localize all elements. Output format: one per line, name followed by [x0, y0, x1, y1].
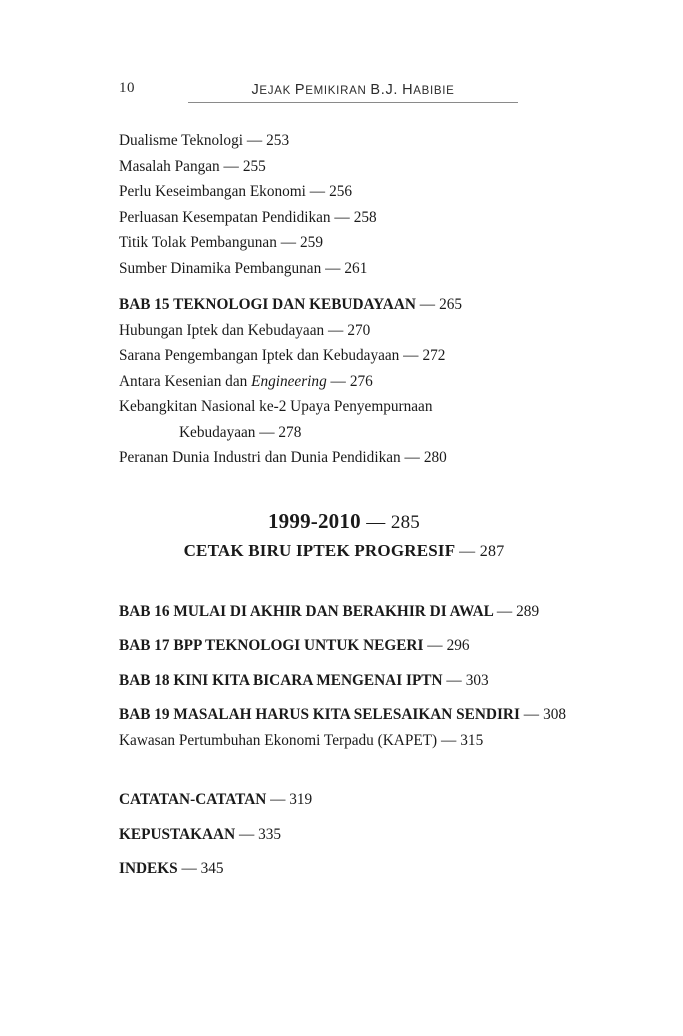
- chapter-dash: —: [523, 706, 540, 723]
- list-item[interactable]: [119, 230, 569, 256]
- entry-dash: —: [309, 183, 326, 200]
- chapter-title: BAB 15 TEKNOLOGI DAN KEBUDAYAAN: [119, 296, 416, 313]
- chapter-heading-bab-18[interactable]: [119, 668, 569, 694]
- entry-dash: —: [334, 208, 350, 226]
- header-divider-rule: [188, 102, 518, 103]
- list-item[interactable]: [119, 205, 569, 231]
- entry-dash: —: [403, 347, 419, 364]
- toc-group-leading: [119, 128, 569, 281]
- page-number: 10: [119, 80, 135, 96]
- entry-dash: —: [238, 825, 255, 843]
- section-divider: [119, 509, 569, 561]
- era-label: 1999-2010: [267, 508, 361, 533]
- entry-page: 270: [347, 321, 371, 339]
- chapter-title: BAB 16 MULAI DI AKHIR DAN BERAKHIR DI AWAL: [119, 602, 493, 620]
- entry-dash: —: [325, 259, 341, 277]
- spacer: [119, 471, 569, 509]
- entry-title: Masalah Pangan: [119, 157, 220, 175]
- toc-content: [119, 128, 569, 882]
- list-item[interactable]: [119, 445, 569, 471]
- toc-group-chapter-15: [119, 292, 569, 471]
- subtitle-label: CETAK BIRU IPTEK PROGRESIF: [183, 540, 455, 560]
- entry-page: 335: [258, 825, 282, 843]
- spacer: [119, 753, 569, 787]
- entry-page: 278: [278, 423, 302, 441]
- spacer: [119, 561, 569, 599]
- chapter-page: 265: [439, 296, 463, 313]
- era-page: 285: [390, 511, 420, 533]
- entry-page: 261: [344, 259, 368, 277]
- entry-title: Kawasan Pertumbuhan Ekonomi Terpadu (KAPET): [119, 731, 438, 749]
- back-matter-kepustakaan[interactable]: [119, 822, 569, 848]
- list-item-engineering[interactable]: [119, 369, 569, 395]
- subtitle-page: 287: [479, 542, 505, 560]
- section-subtitle-heading[interactable]: [119, 541, 569, 561]
- section-era-heading[interactable]: [119, 509, 569, 534]
- running-header: [0, 80, 683, 110]
- entry-page: 319: [289, 791, 313, 808]
- chapter-heading-bab-16[interactable]: [119, 599, 569, 625]
- chapter-page: 308: [543, 706, 567, 723]
- entry-page: 255: [242, 157, 266, 175]
- spacer: [119, 281, 569, 292]
- back-matter-indeks[interactable]: [119, 856, 569, 882]
- chapter-dash: —: [446, 671, 462, 689]
- chapter-page: 296: [446, 637, 470, 654]
- entry-title: Perlu Keseimbangan Ekonomi: [119, 183, 306, 200]
- entry-title: Hubungan Iptek dan Kebudayaan: [119, 321, 325, 339]
- entry-title: CATATAN-CATATAN: [119, 791, 267, 808]
- subtitle-dash: —: [459, 542, 476, 560]
- entry-title: Perluasan Kesempatan Pendidikan: [119, 208, 331, 226]
- entry-page: 345: [200, 860, 224, 877]
- era-dash: —: [366, 511, 386, 533]
- entry-page: 272: [422, 347, 446, 364]
- entry-title: Sumber Dinamika Pembangunan: [119, 259, 322, 277]
- list-item[interactable]: [119, 256, 569, 282]
- entry-title: Dualisme Teknologi: [119, 132, 243, 149]
- list-item[interactable]: [119, 318, 569, 344]
- entry-dash: —: [259, 423, 275, 441]
- entry-title: Peranan Dunia Industri dan Dunia Pendidikan: [119, 449, 401, 466]
- list-item[interactable]: [119, 343, 569, 369]
- entry-dash: —: [270, 791, 286, 808]
- book-title-header: JEJAK PEMIKIRAN B.J. HABIBIE: [251, 82, 455, 98]
- entry-title-italic: Engineering: [251, 372, 327, 390]
- chapter-title: BAB 19 MASALAH HARUS KITA SELESAIKAN SENDIRI: [119, 706, 520, 723]
- entry-dash: —: [440, 731, 457, 749]
- entry-page: 315: [460, 731, 484, 749]
- entry-page: 256: [329, 183, 353, 200]
- back-matter-catatan[interactable]: [119, 787, 569, 813]
- chapter-page: 303: [465, 671, 489, 689]
- entry-title-line1: Kebangkitan Nasional ke-2 Upaya Penyempurnaan: [119, 398, 433, 415]
- chapter-page: 289: [516, 602, 540, 620]
- chapter-heading-bab-15[interactable]: [119, 292, 569, 318]
- chapter-heading-bab-17[interactable]: [119, 633, 569, 659]
- list-item[interactable]: [119, 179, 569, 205]
- list-item-wrapped-continuation[interactable]: [119, 420, 569, 446]
- list-item[interactable]: [119, 154, 569, 180]
- entry-page: 276: [349, 372, 373, 390]
- entry-dash: —: [328, 321, 344, 339]
- entry-page: 259: [300, 234, 323, 251]
- entry-dash: —: [246, 132, 263, 149]
- chapter-title: BAB 18 KINI KITA BICARA MENGENAI IPTN: [119, 671, 443, 689]
- entry-page: 258: [353, 208, 377, 226]
- entry-dash: —: [330, 372, 347, 390]
- entry-title: KEPUSTAKAAN: [119, 825, 236, 843]
- entry-title-line2: Kebudayaan: [179, 423, 256, 441]
- chapter-dash: —: [496, 602, 513, 620]
- spacer: [119, 813, 569, 822]
- entry-dash: —: [223, 157, 240, 175]
- entry-page: 253: [266, 132, 290, 149]
- spacer: [119, 847, 569, 856]
- entry-dash: —: [181, 860, 197, 877]
- toc-group-back-matter: [119, 787, 569, 882]
- entry-title-prefix: Antara Kesenian dan: [119, 372, 252, 390]
- chapter-dash: —: [427, 637, 443, 654]
- entry-title: INDEKS: [119, 860, 178, 877]
- list-item-wrapped[interactable]: [119, 394, 569, 420]
- spacer: [119, 624, 569, 633]
- spacer: [119, 693, 569, 702]
- list-item-kapet[interactable]: [119, 728, 569, 754]
- toc-group-chapters-1999: [119, 599, 569, 754]
- chapter-heading-bab-19[interactable]: [119, 702, 569, 728]
- chapter-dash: —: [419, 296, 436, 313]
- entry-dash: —: [280, 234, 297, 251]
- entry-page: 280: [423, 449, 447, 466]
- spacer: [119, 659, 569, 668]
- list-item[interactable]: [119, 128, 569, 154]
- chapter-title: BAB 17 BPP TEKNOLOGI UNTUK NEGERI: [119, 637, 424, 654]
- entry-title: Sarana Pengembangan Iptek dan Kebudayaan: [119, 347, 400, 364]
- entry-title: Titik Tolak Pembangunan: [119, 234, 277, 251]
- entry-dash: —: [404, 449, 420, 466]
